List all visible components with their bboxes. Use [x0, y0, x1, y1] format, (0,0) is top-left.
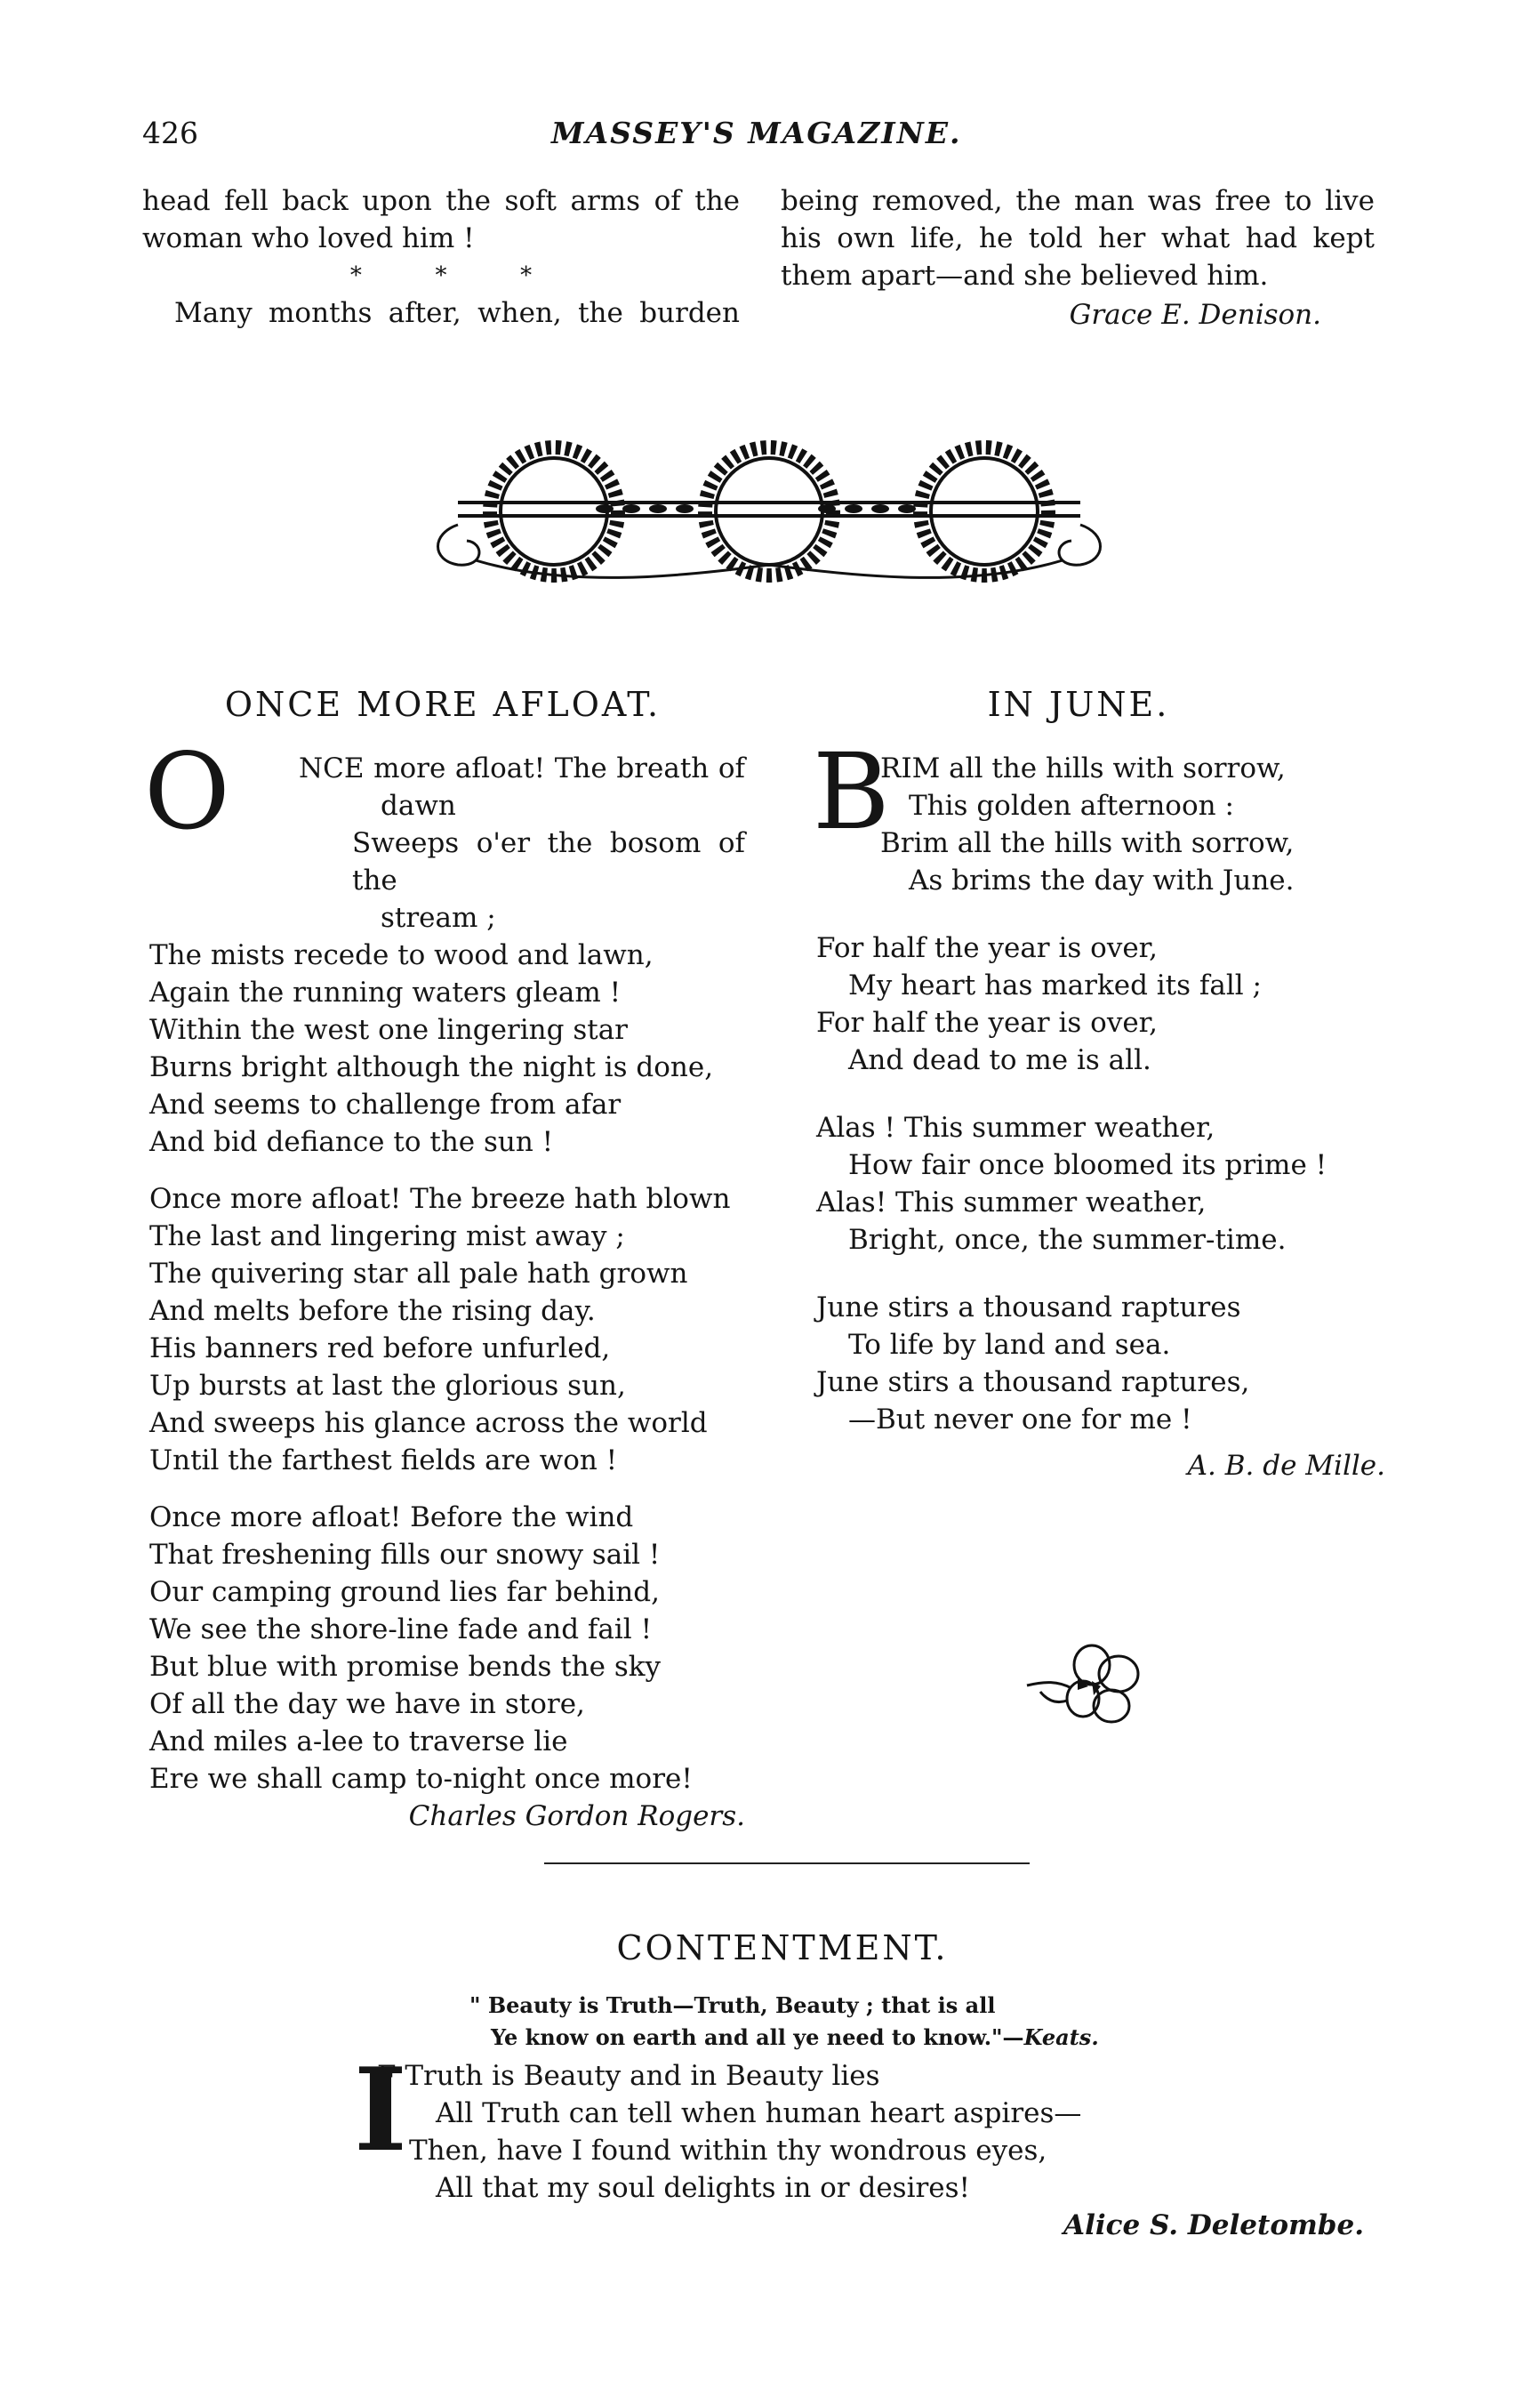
epigraph-line: [469, 2022, 1181, 2054]
poem-line: Of all the day we have in store,: [149, 1688, 585, 1720]
poem-line: And seems to challenge from afar: [149, 1089, 622, 1121]
story-left-column: [142, 182, 740, 332]
poem-title-afloat: ONCE MORE AFLOAT.: [224, 685, 662, 724]
poem-line: As brims the day with June.: [909, 865, 1295, 897]
poem-line: NCE more afloat! The breath of: [299, 752, 745, 784]
poem-stanza: [149, 1499, 745, 1835]
poem-stanza: [816, 929, 1385, 1079]
story-line: woman who loved him !: [142, 222, 475, 254]
story-line: Many months after, when, the burden: [174, 297, 740, 329]
epigraph: [469, 1990, 1181, 2054]
poem-line: For half the year is over,: [816, 1007, 1158, 1039]
poem-line: And bid defiance to the sun !: [149, 1126, 554, 1158]
poem-line: Up bursts at last the glorious sun,: [149, 1370, 626, 1402]
epigraph-author: Keats.: [1023, 2024, 1099, 2050]
wreath-ornament: [422, 418, 1116, 596]
poem-line: Within the west one lingering star: [149, 1014, 628, 1046]
poem-stanza: [149, 937, 745, 1161]
poem-line: This golden afternoon :: [909, 790, 1234, 822]
story-author: Grace E. Denison.: [1069, 299, 1321, 331]
poem-line: For half the year is over,: [816, 932, 1158, 964]
story-right-column: [781, 182, 1375, 334]
poem-stanza: [356, 2057, 1378, 2207]
section-divider: [544, 1862, 1030, 1864]
poem-line: dawn: [381, 790, 456, 822]
story-line: being removed, the man was free to live: [781, 185, 1375, 217]
poem-line: Our camping ground lies far behind,: [149, 1576, 660, 1608]
poem-author: Charles Gordon Rogers.: [408, 1800, 745, 1832]
poem-line: And sweeps his glance across the world: [149, 1407, 708, 1439]
poem-line: But blue with promise bends the sky: [149, 1651, 662, 1683]
poem-line: June stirs a thousand raptures,: [816, 1366, 1250, 1398]
poem-line: How fair once bloomed its prime !: [848, 1149, 1327, 1181]
poem-line: Ere we shall camp to-night once more!: [149, 1763, 693, 1795]
poem-author: A. B. de Mille.: [1187, 1450, 1385, 1482]
poem-line: Brim all the hills with sorrow,: [880, 827, 1295, 859]
poem-afloat: [144, 730, 745, 1854]
poem-stanza: [149, 1180, 745, 1479]
poem-stanza: [149, 750, 745, 937]
poem-line: Then, have I found within thy wondrous eyes,: [409, 2135, 1047, 2167]
poem-line: Bright, once, the summer-time.: [848, 1224, 1287, 1256]
poem-line: Once more afloat! Before the wind: [149, 1501, 634, 1533]
poem-line: Once more afloat! The breeze hath blown: [149, 1183, 731, 1215]
dropcap: B: [813, 730, 890, 853]
poem-line: The quivering star all pale hath grown: [149, 1258, 688, 1290]
poem-line: And melts before the rising day.: [149, 1295, 596, 1327]
poem-line: Again the running waters gleam !: [149, 977, 622, 1009]
poem-stanza: [816, 1109, 1385, 1259]
poem-line: That freshening fills our snowy sail !: [149, 1539, 661, 1571]
poem-line: June stirs a thousand raptures: [816, 1291, 1241, 1323]
poem-line: RIM all the hills with sorrow,: [880, 752, 1286, 784]
magazine-title: MASSEY'S MAGAZINE.: [551, 116, 962, 150]
poem-line: F Truth is Beauty and in Beauty lies: [377, 2060, 880, 2092]
poem-line: And miles a-lee to traverse lie: [149, 1725, 568, 1758]
poem-line: —But never one for me !: [848, 1404, 1192, 1436]
poem-line: All that my soul delights in or desires!: [436, 2172, 971, 2204]
epigraph-line: " Beauty is Truth—Truth, Beauty ; that is all: [469, 1992, 996, 2018]
story-line: them apart—and she believed him.: [781, 260, 1269, 292]
poem-june: [813, 730, 1385, 1504]
poem-line: The last and lingering mist away ;: [149, 1220, 625, 1252]
epigraph-text: Ye know on earth and all ye need to know."—: [491, 2024, 1024, 2050]
poem-line: Alas ! This summer weather,: [816, 1112, 1215, 1144]
poem-author: Alice S. Deletombe.: [1063, 2209, 1364, 2241]
poem-line: Sweeps o'er the bosom of the: [352, 827, 745, 897]
story-line: his own life, he told her what had kept: [781, 222, 1375, 254]
poem-line: All Truth can tell when human heart aspires—: [436, 2097, 1082, 2129]
page-number: 426: [142, 116, 198, 150]
poem-stanza: [816, 1289, 1385, 1484]
poem-stanza: [816, 750, 1385, 899]
poem-contentment: [354, 2044, 1378, 2244]
story-line: head fell back upon the soft arms of the: [142, 185, 740, 217]
poem-line: The mists recede to wood and lawn,: [149, 939, 654, 971]
poem-title-contentment: CONTENTMENT.: [616, 1928, 949, 1967]
poem-line: And dead to me is all.: [848, 1044, 1151, 1076]
poem-line: stream ;: [381, 902, 496, 934]
poem-line: His banners red before unfurled,: [149, 1332, 611, 1364]
poem-line: Burns bright although the night is done,: [149, 1051, 714, 1083]
poem-line: To life by land and sea.: [848, 1329, 1171, 1361]
poem-line: We see the shore-line fade and fail !: [149, 1613, 653, 1645]
poem-title-june: IN JUNE.: [987, 685, 1170, 724]
poem-line: Until the farthest fields are won !: [149, 1444, 618, 1476]
poem-line: My heart has marked its fall ;: [848, 969, 1262, 1001]
poem-line: Alas! This summer weather,: [816, 1186, 1207, 1219]
story-stars: * * *: [349, 262, 533, 289]
pansy-ornament: [1023, 1637, 1147, 1734]
dropcap: O: [144, 730, 230, 853]
dropcap: I: [354, 2044, 407, 2177]
